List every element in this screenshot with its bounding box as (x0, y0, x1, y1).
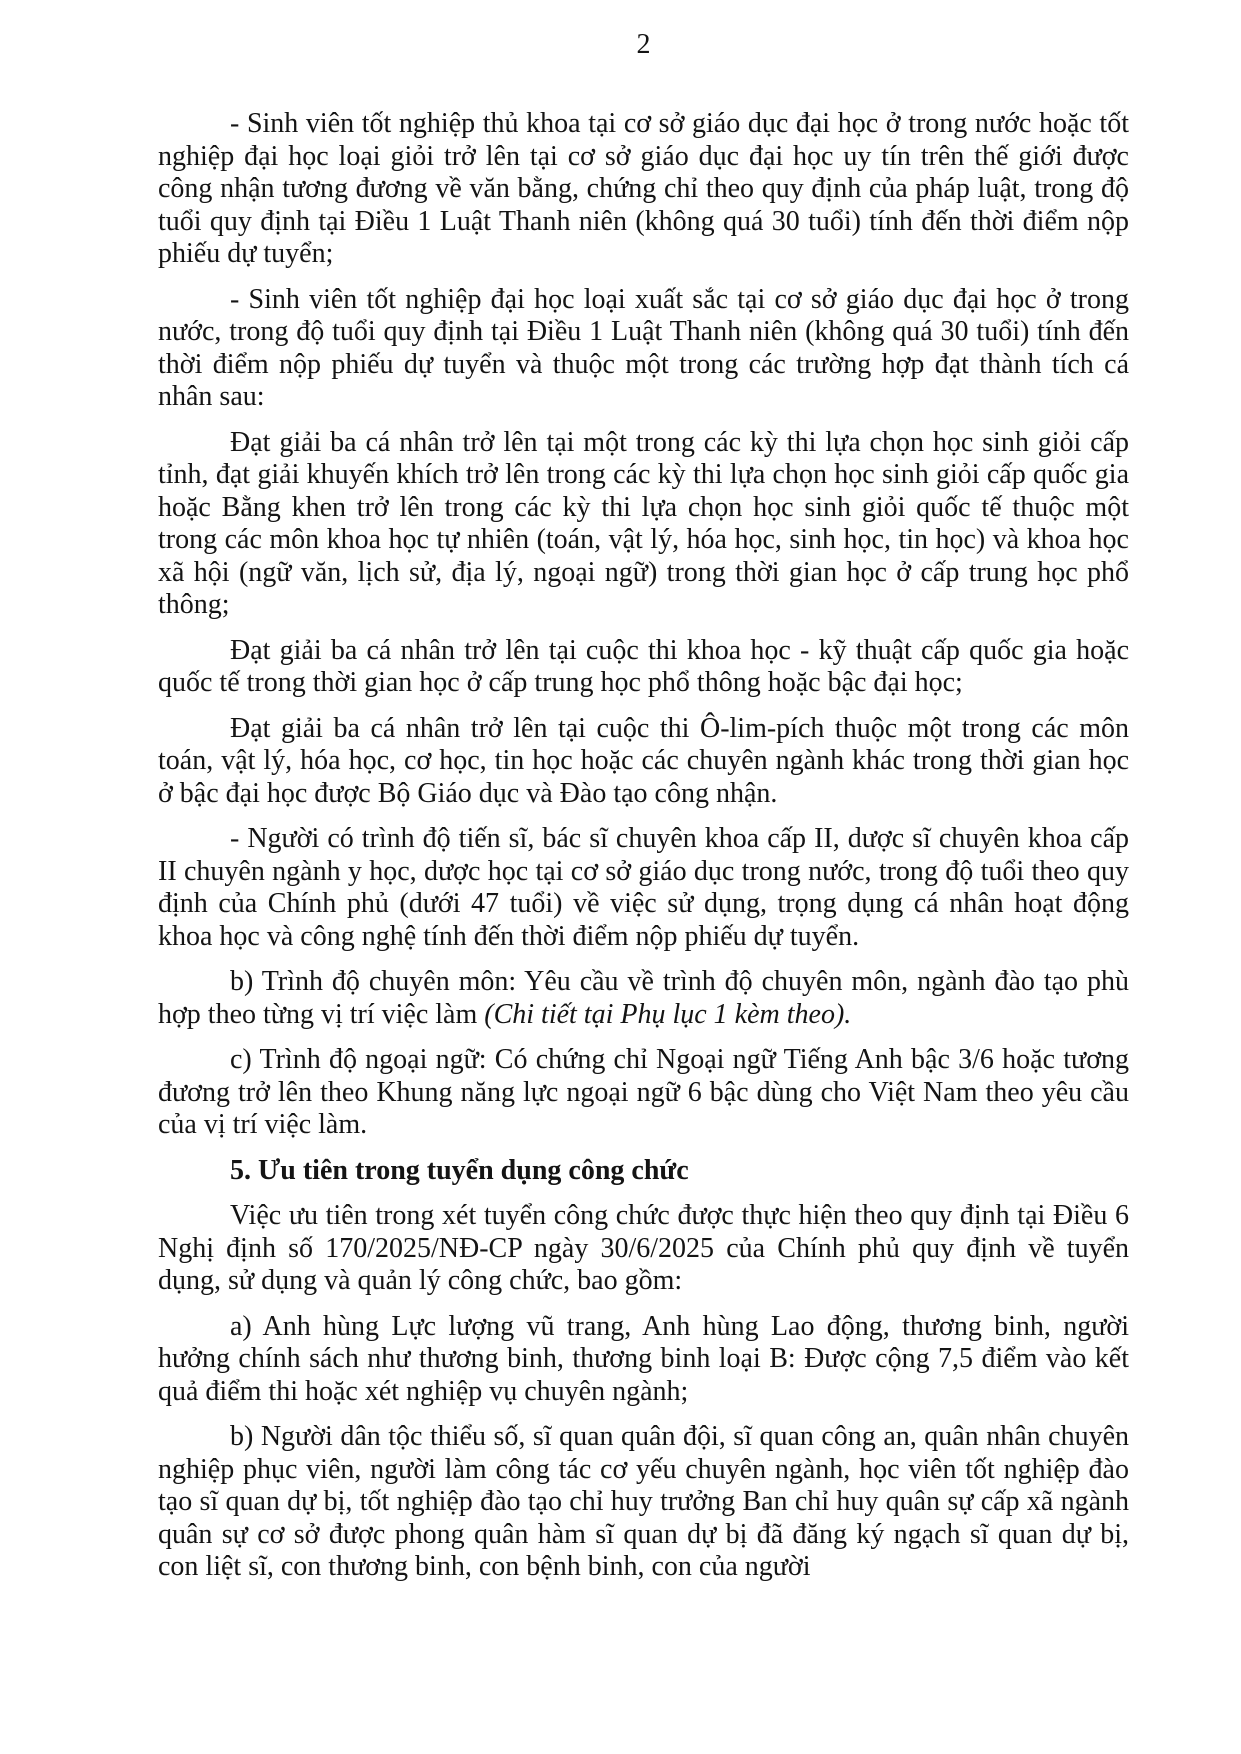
paragraph-sinh-vien-xuat-sac: - Sinh viên tốt nghiệp đại học loại xuất sắc tại cơ sở giáo dục đại học ở trong nước, trong độ tuổi quy định tại Điều 1 Luật Thanh niên (không quá 30 tuổi) tính đến thời điểm nộp phiếu dự tuyển và thuộc một trong các trường hợp đạt thành tích cá nhân sau: (158, 283, 1129, 412)
paragraph-trinh-do-chuyen-mon-text: b) Trình độ chuyên môn: Yêu cầu về trình độ chuyên môn, ngành đào tạo phù hợp theo từng vị trí việc làm (158, 966, 1129, 1030)
paragraph-anh-hung-luc-luong: a) Anh hùng Lực lượng vũ trang, Anh hùng Lao động, thương binh, người hưởng chính sách như thương binh, thương binh loại B: Được cộng 7,5 điểm vào kết quả điểm thi hoặc xét nghiệp vụ chuyên ngành; (158, 1310, 1129, 1407)
section-heading-uu-tien: 5. Ưu tiên trong tuyển dụng công chức (230, 1154, 689, 1186)
paragraph-giai-ba-olimpic: Đạt giải ba cá nhân trở lên tại cuộc thi Ô-lim-pích thuộc một trong các môn toán, vật lý, hóa học, cơ học, tin học hoặc các chuyên ngành khác trong thời gian học ở bậc đại học được Bộ Giáo dục và Đào tạo công nhận. (158, 712, 1129, 809)
paragraph-nguoi-dan-toc-thieu-so: b) Người dân tộc thiểu số, sĩ quan quân đội, sĩ quan công an, quân nhân chuyên nghiệp phục viên, người làm công tác cơ yếu chuyên ngành, học viên tốt nghiệp đào tạo sĩ quan dự bị, tốt nghiệp đào tạo chỉ huy trưởng Ban chỉ huy quân sự cấp xã ngành quân sự cơ sở được phong quân hàm sĩ quan dự bị đã đăng ký ngạch sĩ quan dự bị, con liệt sĩ, con thương binh, con bệnh binh, con của người (158, 1421, 1129, 1582)
paragraph-sinh-vien-thu-khoa: - Sinh viên tốt nghiệp thủ khoa tại cơ sở giáo dục đại học ở trong nước hoặc tốt nghiệp đại học loại giỏi trở lên tại cơ sở giáo dục đại học uy tín trên thế giới được công nhận tương đương về văn bằng, chứng chỉ theo quy định của pháp luật, trong độ tuổi quy định tại Điều 1 Luật Thanh niên (không quá 30 tuổi) tính đến thời điểm nộp phiếu dự tuyển; (158, 108, 1129, 269)
phu-luc-italic-note: (Chi tiết tại Phụ lục 1 kèm theo). (484, 998, 852, 1030)
paragraph-trinh-do-ngoai-ngu: c) Trình độ ngoại ngữ: Có chứng chỉ Ngoại ngữ Tiếng Anh bậc 3/6 hoặc tương đương trở lên theo Khung năng lực ngoại ngữ 6 bậc dùng cho Việt Nam theo yêu cầu của vị trí việc làm. (158, 1044, 1129, 1140)
paragraph-nguoi-trinh-do-tien-si: - Người có trình độ tiến sĩ, bác sĩ chuyên khoa cấp II, dược sĩ chuyên khoa cấp II chuyên ngành y học, dược học tại cơ sở giáo dục trong nước, trong độ tuổi theo quy định của Chính phủ (dưới 47 tuổi) về việc sử dụng, trọng dụng cá nhân hoạt động khoa học và công nghệ tính đến thời điểm nộp phiếu dự tuyển. (158, 823, 1129, 952)
paragraph-trinh-do-chuyen-mon (158, 966, 1129, 1031)
paragraph-viec-uu-tien: Việc ưu tiên trong xét tuyển công chức được thực hiện theo quy định tại Điều 6 Nghị định số 170/2025/NĐ-CP ngày 30/6/2025 của Chính phủ quy định về tuyển dụng, sử dụng và quản lý công chức, bao gồm: (158, 1200, 1129, 1296)
page-number: 2 (636, 29, 651, 60)
paragraph-giai-ba-hoc-sinh-gioi: Đạt giải ba cá nhân trở lên tại một trong các kỳ thi lựa chọn học sinh giỏi cấp tỉnh, đạt giải khuyến khích trở lên trong các kỳ thi lựa chọn học sinh giỏi cấp quốc gia hoặc Bằng khen trở lên trong các kỳ thi lựa chọn học sinh giỏi quốc tế thuộc một trong các môn khoa học tự nhiên (toán, vật lý, hóa học, sinh học, tin học) và khoa học xã hội (ngữ văn, lịch sử, địa lý, ngoại ngữ) trong thời gian học ở cấp trung học phổ thông; (158, 426, 1129, 620)
paragraph-giai-ba-khoa-hoc-ky-thuat: Đạt giải ba cá nhân trở lên tại cuộc thi khoa học - kỹ thuật cấp quốc gia hoặc quốc tế trong thời gian học ở cấp trung học phổ thông hoặc bậc đại học; (158, 634, 1129, 698)
document-body (158, 108, 1129, 1584)
